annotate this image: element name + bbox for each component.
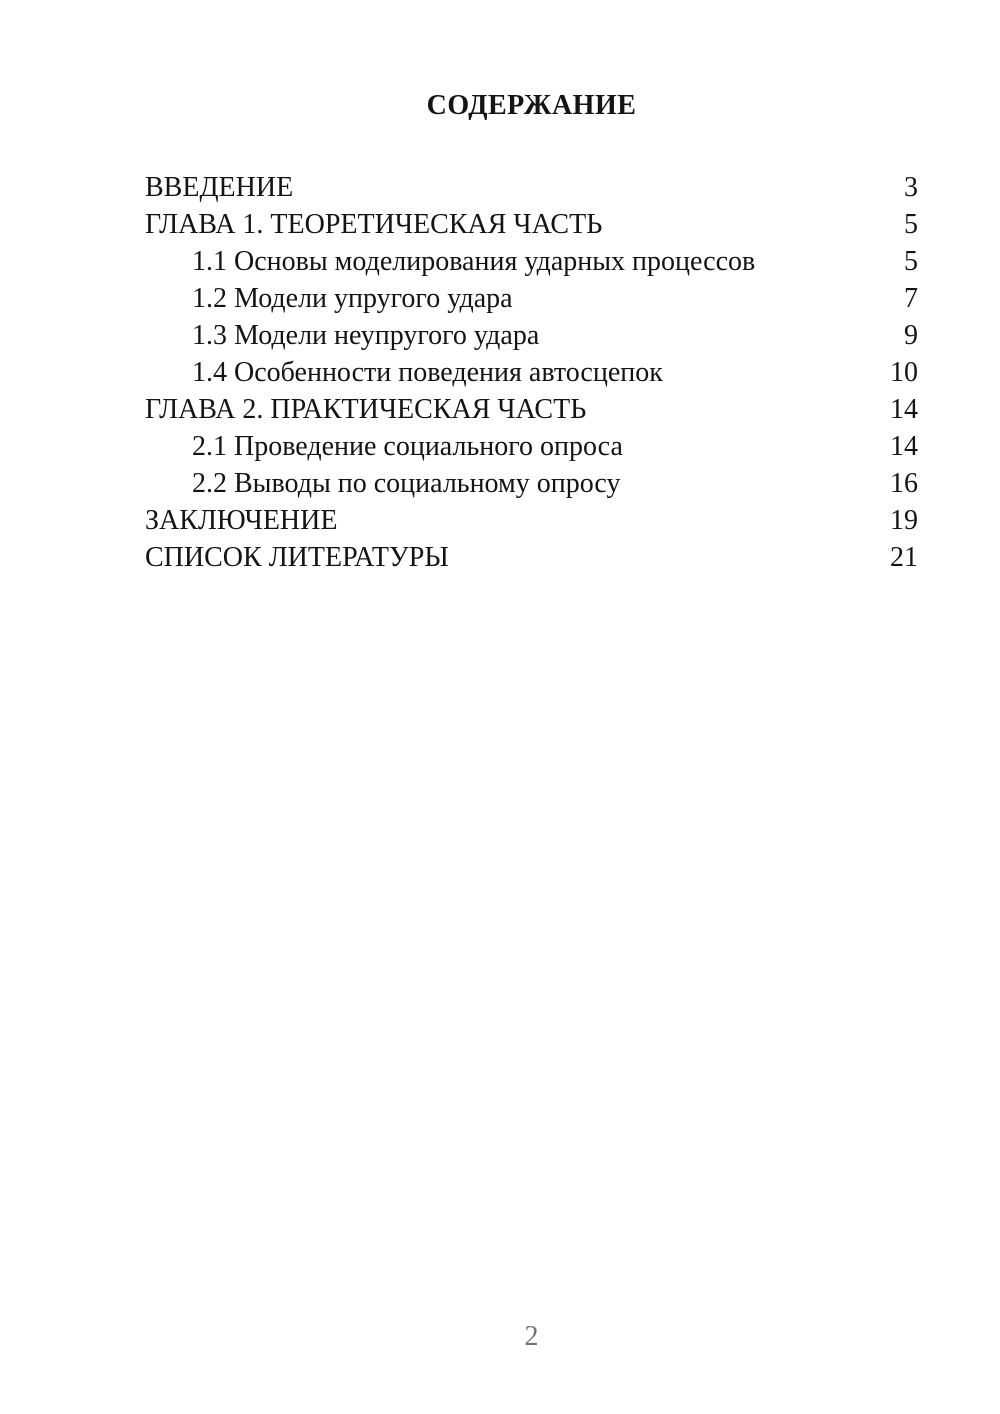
toc-entry-page: 14 (890, 394, 918, 425)
toc-entry-section-1-4 (145, 354, 918, 391)
toc-entry-chapter-1 (145, 206, 918, 243)
toc-entry-introduction (145, 169, 918, 206)
toc-entry-label: 1.1 Основы моделирования ударных процессов (192, 246, 756, 277)
toc-entry-label: ЗАКЛЮЧЕНИЕ (145, 505, 338, 536)
toc-entry-section-1-3 (145, 317, 918, 354)
toc-entry-bibliography (145, 539, 918, 576)
toc-entry-section-1-1 (145, 243, 918, 280)
toc-entry-label: 2.1 Проведение социального опроса (192, 431, 623, 462)
toc-entry-conclusion (145, 502, 918, 539)
toc-entry-section-2-1 (145, 428, 918, 465)
toc-entry-section-1-2 (145, 280, 918, 317)
toc-entry-label: 1.2 Модели упругого удара (192, 283, 513, 314)
toc-entry-label: 2.2 Выводы по социальному опросу (192, 468, 621, 499)
toc-entry-label: ГЛАВА 1. ТЕОРЕТИЧЕСКАЯ ЧАСТЬ (145, 209, 603, 240)
toc-entry-page: 9 (904, 320, 918, 351)
toc-entry-label: 1.3 Модели неупругого удара (192, 320, 540, 351)
toc-entry-page: 21 (890, 542, 918, 573)
toc-entry-label: ВВЕДЕНИЕ (145, 172, 294, 203)
toc-entry-label: СПИСОК ЛИТЕРАТУРЫ (145, 542, 449, 573)
toc-entry-page: 14 (890, 431, 918, 462)
toc-entry-label: 1.4 Особенности поведения автосцепок (192, 357, 663, 388)
footer-page-number: 2 (524, 1321, 539, 1352)
toc-entry-page: 5 (904, 209, 918, 240)
toc-entry-label: ГЛАВА 2. ПРАКТИЧЕСКАЯ ЧАСТЬ (145, 394, 587, 425)
toc-entry-page: 16 (890, 468, 918, 499)
toc-entry-page: 10 (890, 357, 918, 388)
toc-entry-section-2-2 (145, 465, 918, 502)
toc-entry-chapter-2 (145, 391, 918, 428)
toc-entry-page: 5 (904, 246, 918, 277)
toc-entry-page: 7 (904, 283, 918, 314)
table-of-contents (145, 169, 918, 576)
toc-entry-page: 3 (904, 172, 918, 203)
toc-entry-page: 19 (890, 505, 918, 536)
page-title: СОДЕРЖАНИЕ (426, 90, 637, 121)
